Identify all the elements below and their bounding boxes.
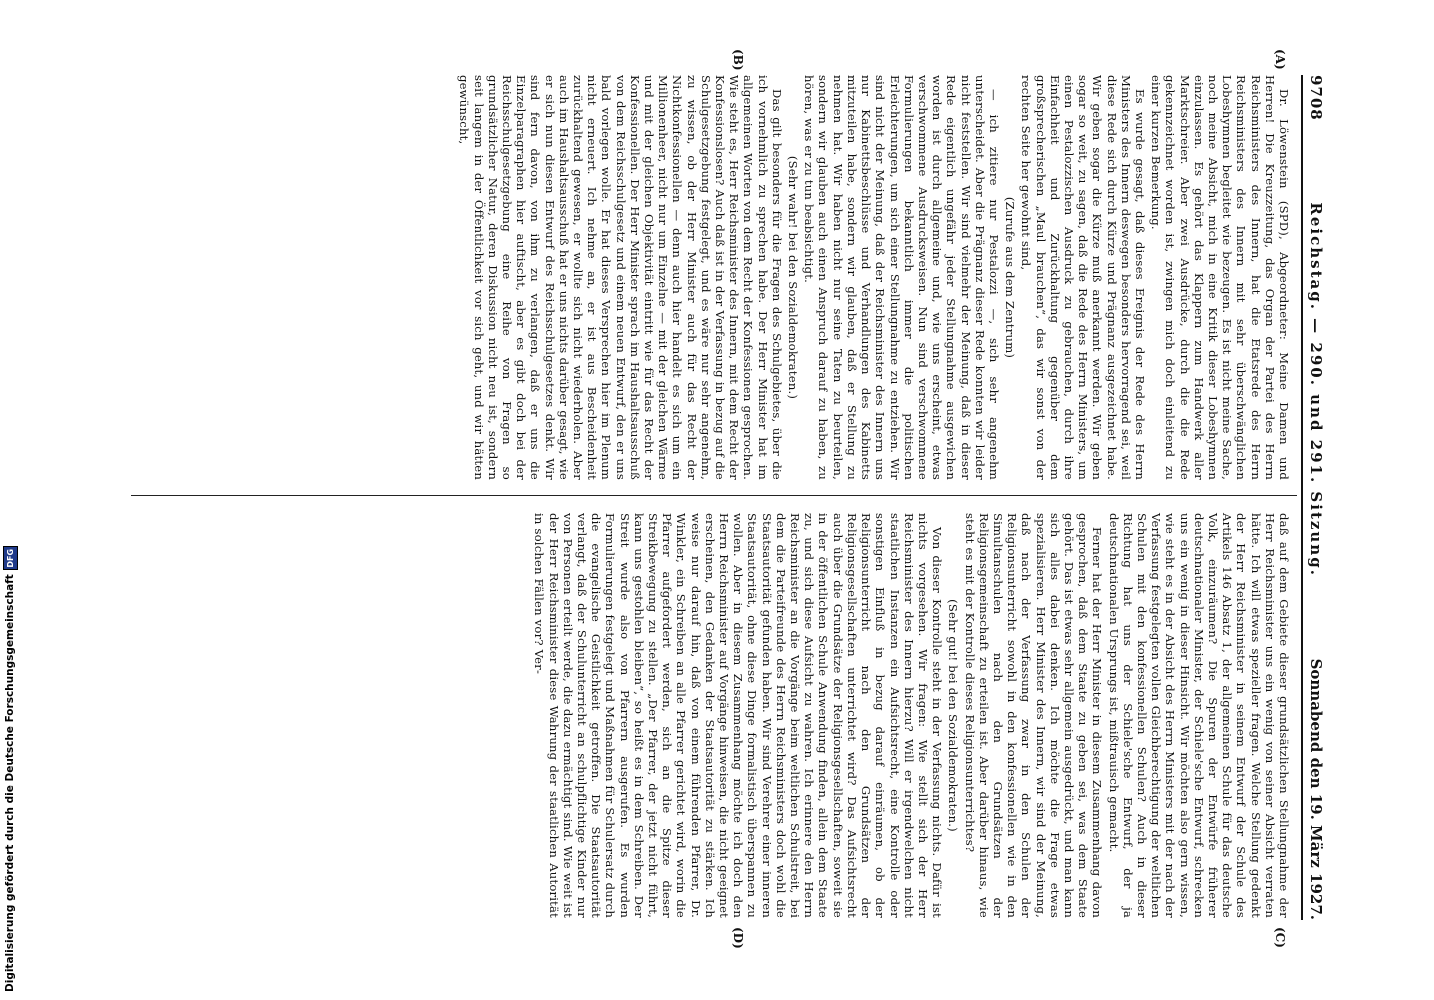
column-divider xyxy=(131,495,1297,496)
margin-marker-d: (D) xyxy=(731,927,745,949)
paragraph: Es wurde gesagt, daß dieses Ereignis der Rede des Herrn Ministers des Innern deswegen besonders hervorragend sei, weil diese Rede sich durch Kürze und Prägnanz ausgezeichnet habe. Wir geben sogar die Kürze muß anerkannt werden. Wir geben sogar so weit, zu sagen, daß die Rede des Herrn Ministers, um einen Pestalozzischen Ausdruck zu gebrauchen, durch ihre Einfachheit und Zurückhaltung gegenüber dem großsprecherischen „Maul brauchen“, das wir sonst von der rechten Seite her gewohnt sind, xyxy=(1019,75,1147,480)
margin-marker-b: (B) xyxy=(731,49,745,71)
interjection: (Zurufe aus dem Zentrum) xyxy=(1003,196,1018,359)
paragraph: Dr. Löwenstein (SPD), Abgeordneter: Meine Damen und Herren! Die Kreuzzeitung, das Organ der Partei des Herrn Reichsministers des Innern, hat die Etatsrede des Herrn Reichsministers des Innern mit sehr überschwänglichen Lobeshymnen begleitet wie bezeugen. Es ist nicht meine Sache, noch meine Absicht, mich in eine Kritik dieser Lobeshymnen einzulassen. Es gehört das Klappern zum Handwerk aller Marktschreier. Aber zwei Ausdrücke, durch die die Rede gekennzeichnet worden ist, zwingen mich doch einleitend zu einer kurzen Bemerkung. xyxy=(1149,75,1291,480)
margin-marker-a: (A) xyxy=(1273,49,1287,70)
paragraph: Ferner hat der Herr Minister in diesem Zusammenhang davon gesprochen, daß dem Staate zu geben sei, was dem Staate gehört. Das ist etwas sehr allgemein ausgedrückt, und man kann sich alles dabei denken. Ich möchte die Frage etwas spezialisieren. Herr Minister des Innern, wir sind der Meinung, daß nach der Verfassung zwar in den Schulen der Religionsunterricht sowohl in den konfessionellen wie in den Simultanschulen nach den Grundsätzen der Religionsgemeinschaft zu erteilen ist. Aber darüber hinaus, wie steht es mit der Kontrolle dieses Religionsunterrichtes? xyxy=(962,513,1105,918)
footer-text: Digitalisierung gefördert durch die Deutsche Forschungsgemeinschaft xyxy=(4,574,16,992)
paragraph: — ich zitiere nur Pestalozzi —, sich sehr angenehm unterscheidet. Aber die Prägnanz dieser Rede konnten wir leider nicht feststellen. Wir sind vielmehr der Meinung, daß in dieser Rede eigentlich ungefähr jeder Stellungnahme ausgewichen worden ist durch allgemeine und, wie uns erscheint, etwas verschwommene Ausdrucksweisen. Nun sind verschwommene Formulierungen bekanntlich immer die politischen Erleichterungen, um sich einer Stellungnahme zu entziehen. Wir sind nicht der Meinung, daß der Reichsminister des Innern uns nur Kabinettsbeschlüsse und Verhandlungen des Kabinetts mitzuteilen habe, sondern wir glauben, daß er Stellung zu nehmen hat. Wir haben nicht nur seine Taten zu beurteilen, sondern wir glauben auch einen Anspruch darauf zu haben, zu hören, was er zu tun beabsichtigt. xyxy=(802,75,1001,480)
rotated-page xyxy=(126,49,1341,949)
paragraph: Das gilt besonders für die Fragen des Schulgebietes, über die ich vornehmlich zu sprechen habe. Der Herr Minister hat im allgemeinen Worten von dem Recht der Konfessionen gesprochen. Wie steht es, Herr Reichsminister des Innern, mit dem Recht der Konfessionslosen? Auch daß ist in der Verfassung in bezug auf die Schulgesetzgebung festgelegt, und es wäre nur sehr angenehm, zu wissen, ob der Herr Minister auch für das Recht der Nichtkonfessionellen — denn auch hier handelt es sich um ein Millionenheer, nicht nur um Einzelne — mit der gleichen Wärme und mit der gleichen Objektivität eintritt wie für das Recht der Konfessionellen. Der Herr Minister sprach im Haushaltsausschuß von dem Reichsschulgesetz und einem neuen Entwurf, den er uns bald vorlegen wolle. Er hat dieses Versprechen hier im Plenum nicht erneuert. Ich nehme an, er ist aus Bescheidenheit zurückhaltend gewesen, er wollte sich nicht wiederholen. Aber auch im Haushaltsausschuß hat er uns nichts darüber gesagt, wie er sich nun diesen Entwurf des Reichsschulgesetzes denkt. Wir sind fern davon, von ihm zu verlangen, daß er uns die Einzelparagraphen hier auftischt, aber es gibt doch bei der Reichsschulgesetzgebung eine Reihe von Fragen so grundsätzlicher Natur, deren Diskussion nicht neu ist, sondern seit langem in der Öffentlichkeit vor sich geht, und wir hätten gewünscht, xyxy=(457,75,784,480)
page-number: 9708 xyxy=(1307,75,1325,121)
digitization-footer xyxy=(0,0,20,1000)
right-column xyxy=(530,513,1291,918)
page-header xyxy=(1301,75,1341,920)
left-column xyxy=(455,75,1291,480)
interjection: (Sehr wahr! bei den Sozialdemokraten.) xyxy=(786,155,801,400)
dfg-logo-icon: DFG xyxy=(3,546,18,570)
page-title: Reichstag. — 290. und 291. Sitzung. xyxy=(1307,202,1325,577)
margin-marker-c: (C) xyxy=(1273,927,1287,948)
paragraph: Von dieser Kontrolle steht in der Verfassung nichts. Dafür ist nichts vorgesehen. Wir fragen: Wie stellt sich der Herr Reichsminister des Innern hierzu? Will er irgendwelchen nicht staatlichen Instanzen ein Aufsichtsrecht, eine Kontrolle oder sonstigen Einfluß in bezug darauf einräumen, ob der Religionsunterricht nach den Grundsätzen der Religionsgesellschaften unterrichtet wird? Das Aufsichtsrecht auch über die Grundsätze der Religionsgesellschaften, soweit sie in der öffentlichen Schule Anwendung finden, allein dem Staate zu, und sich diese Aufsicht zu wahren. Ich erinnere den Herrn Reichsminister an die Vorgänge beim weltlichen Schulstreit, bei dem die Parteifreunde des Herrn Reichsministers doch wohl die Staatsautorität gefunden haben. Wir sind Verehrer einer inneren Staatsautorität, ohne diese Dinge formalistisch überspannen zu wollen. Aber in diesem Zusammenhang möchte ich doch den Herrn Reichsminister auf Vorgänge hinweisen, die nicht geeignet erscheinen, den Gedanken der Staatsautorität zu stärken. Ich weise nur darauf hin, daß von einem führenden Pfarrer, Dr. Winkler, ein Schreiben an alle Pfarrer gerichtet wird, worin die Pfarrer aufgefordert werden, sich an die Spitze dieser Streikbewegung zu stellen. „Der Pfarrer, der jetzt nicht führt, kann uns gestohlen bleiben“, so heißt es in dem Schreiben. Der Streit wurde also von Pfarrern ausgerufen. Es wurden Formulierungen festgelegt und Maßnahmen für Schulersatz durch die evangelische Geistlichkeit getroffen. Die Staatsautorität verlangt, daß der Schulunterricht an schulpflichtige Kinder nur von Personen erteilt werde, die dazu ermächtigt sind. Wie weit ist der Herr Reichsminister diese Wahrung der staatlichen Autorität in solchen Fällen vor? Ver- xyxy=(532,513,945,918)
paragraph: daß auf dem Gebiete dieser grundsätzlichen Stellungnahme der Herr Reichsminister uns ein wenig von seiner Absicht verraten hätte. Ich will etwas spezieller fragen. Welche Stellung gedenkt der Herr Reichsminister in seinem Entwurf der Schule des Artikels 146 Absatz 1, der allgemeinen Schule für das deutsche Volk, einzuräumen? Die Spuren der Entwürfe früherer deutschnationaler Minister, der Schiele'sche Entwurf, schrecken uns ein wenig in dieser Hinsicht. Wir möchten also gern wissen, wie steht es in der Absicht des Herrn Ministers mit der nach der Verfassung festgelegten vollen Gleichberechtigung der weltlichen Schulen mit den konfessionellen Schulen? Auch in dieser Richtung hat uns der Schiele'sche Entwurf, der ja deutschnationalen Ursprungs ist, mißtrauisch gemacht. xyxy=(1106,513,1291,918)
page-date: Sonnabend den 19. März 1927. xyxy=(1307,658,1325,920)
interjection: (Sehr gut! bei den Sozialdemokraten.) xyxy=(946,599,961,832)
